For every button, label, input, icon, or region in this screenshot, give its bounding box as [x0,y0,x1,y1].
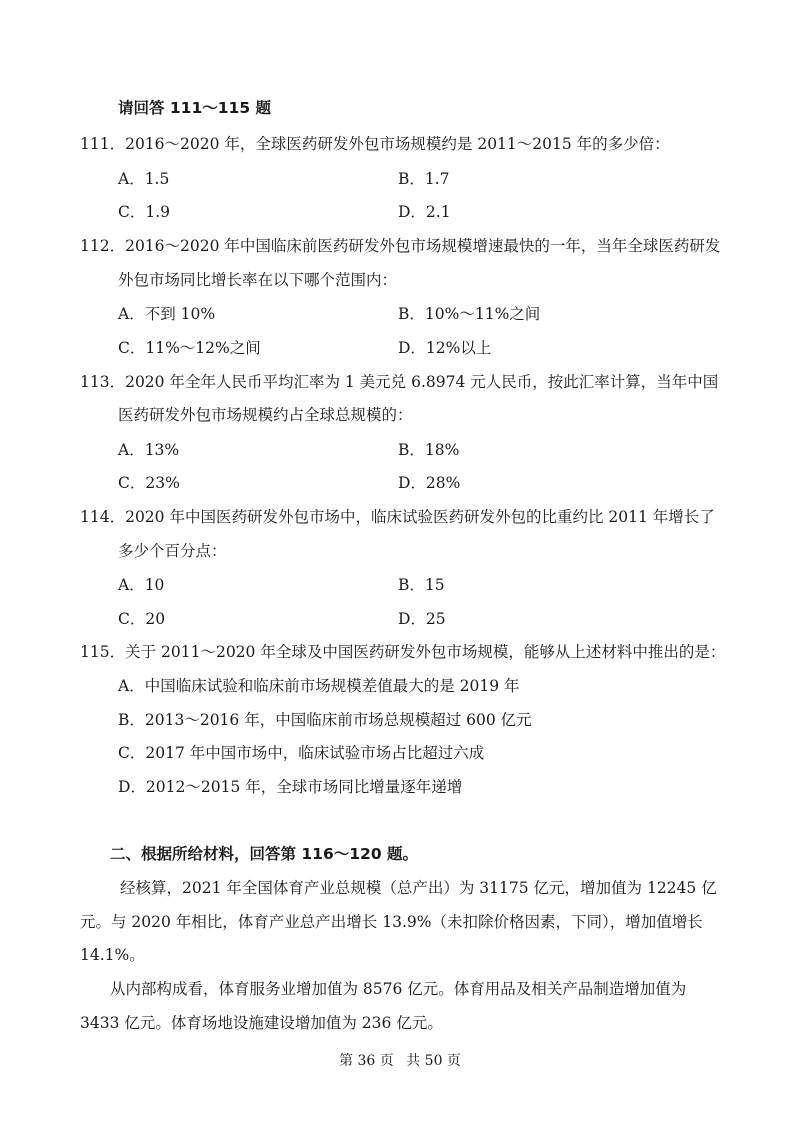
paragraph-2-line-1: 从内部构成看，体育服务业增加值为 8576 亿元。体育用品及相关产品制造增加值为 [110,980,687,998]
question-113-stem-continued: 医药研发外包市场规模约占全球总规模的： [118,406,413,424]
paragraph-1-line-2: 元。与 2020 年相比，体育产业总产出增长 13.9%（未扣除价格因素，下同），增加值增长 [80,913,703,931]
question-111-stem: 111．2016～2020 年，全球医药研发外包市场规模约是 2011～2015 年的多少倍： [80,135,670,153]
page-total: 共 50 页 [406,1053,461,1069]
section-heading: 请回答 111～115 题 [118,99,272,117]
question-112-option-d: D．12%以上 [398,339,492,357]
question-113-option-c: C．23% [118,474,180,492]
page-footer [0,1052,800,1070]
question-111-option-a: A．1.5 [118,170,170,188]
question-114-stem: 114．2020 年中国医药研发外包市场中，临床试验医药研发外包的比重约比 2011 年增长了 [80,508,715,526]
question-111-option-d: D．2.1 [398,203,451,221]
question-113-option-d: D．28% [398,474,461,492]
question-112-option-a: A．不到 10% [118,305,216,323]
question-114-option-c: C．20 [118,610,166,628]
question-112-stem-continued: 外包市场同比增长率在以下哪个范围内： [118,271,398,289]
question-113-stem: 113．2020 年全年人民币平均汇率为 1 美元兑 6.8974 元人民币，按此汇率计算，当年中国 [80,373,719,391]
part-two-heading: 二、根据所给材料，回答第 116～120 题。 [110,845,419,863]
question-112-stem: 112．2016～2020 年中国临床前医药研发外包市场规模增速最快的一年，当年全球医药研发 [80,237,721,255]
page-number: 第 36 页 [339,1053,394,1069]
question-115-option-b: B．2013～2016 年，中国临床前市场总规模超过 600 亿元 [118,711,532,729]
question-111-option-b: B．1.7 [398,170,450,188]
question-114-option-d: D．25 [398,610,446,628]
question-115-option-c: C．2017 年中国市场中，临床试验市场占比超过六成 [118,744,485,762]
question-115-option-d: D．2012～2015 年，全球市场同比增量逐年递增 [118,778,463,796]
question-114-stem-continued: 多少个百分点： [118,542,227,560]
question-114-option-a: A．10 [118,576,165,594]
paragraph-2-line-2: 3433 亿元。体育场地设施建设增加值为 236 亿元。 [80,1014,443,1032]
paragraph-1-line-1: 经核算，2021 年全国体育产业总规模（总产出）为 31175 亿元，增加值为 12245 亿 [120,879,717,897]
question-114-option-b: B．15 [398,576,445,594]
question-115-stem: 115．关于 2011～2020 年全球及中国医药研发外包市场规模，能够从上述材料中推出的是： [80,643,726,661]
question-111-option-c: C．1.9 [118,203,171,221]
question-112-option-c: C．11%～12%之间 [118,339,261,357]
question-113-option-a: A．13% [118,441,180,459]
paragraph-1-line-3: 14.1%。 [80,946,145,964]
question-113-option-b: B．18% [398,441,460,459]
question-115-option-a: A．中国临床试验和临床前市场规模差值最大的是 2019 年 [118,677,520,695]
question-112-option-b: B．10%～11%之间 [398,305,541,323]
